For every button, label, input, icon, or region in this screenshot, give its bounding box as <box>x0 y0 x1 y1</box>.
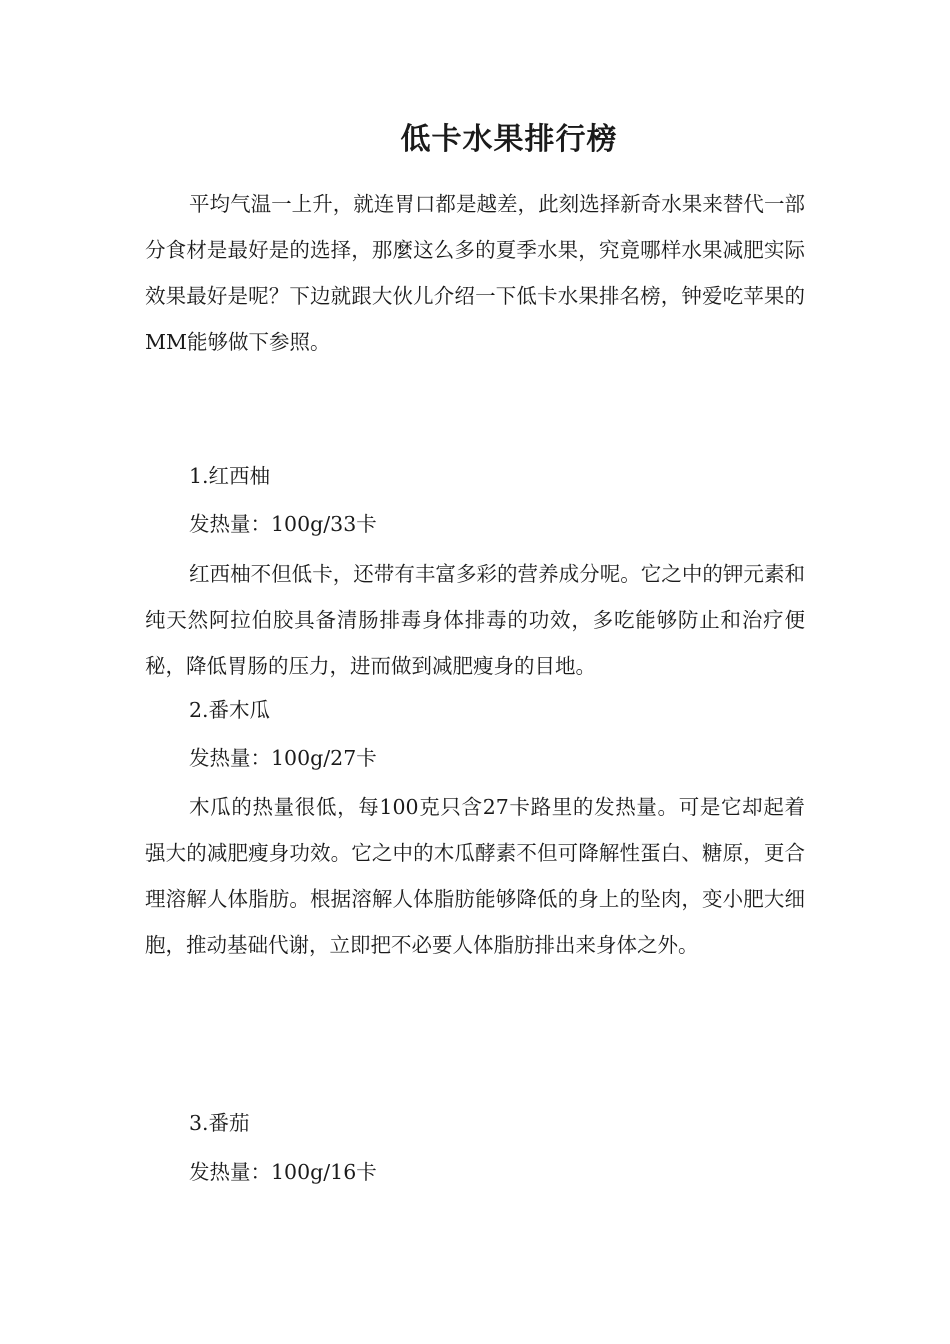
item-3-calories: 发热量：100g/16卡 <box>189 1160 377 1184</box>
item-1-description: 红西柚不但低卡，还带有丰富多彩的营养成分呢。它之中的钾元素和纯天然阿拉伯胶具备清肠排毒身体排毒的功效，多吃能够防止和治疗便秘，降低胃肠的压力，进而做到减肥瘦身的目地。 <box>145 562 805 678</box>
item-2-calories: 发热量：100g/27卡 <box>189 746 377 770</box>
item-1-calories: 发热量：100g/33卡 <box>189 512 377 536</box>
item-2-description: 木瓜的热量很低，每100克只含27卡路里的发热量。可是它却起着强大的减肥瘦身功效。它之中的木瓜酵素不但可降解性蛋白、糖原，更合理溶解人体脂肪。根据溶解人体脂肪能够降低的身上的坠肉，变小肥大细胞，推动基础代谢，立即把不必要人体脂肪排出来身体之外。 <box>145 795 805 957</box>
intro-paragraph: 平均气温一上升，就连胃口都是越差，此刻选择新奇水果来替代一部分食材是最好是的选择，那麼这么多的夏季水果，究竟哪样水果减肥实际效果最好是呢？下边就跟大伙儿介绍一下低卡水果排名榜，钟爱吃苹果的MM能够做下参照。 <box>145 192 805 354</box>
item-2-name: 2.番木瓜 <box>189 698 271 722</box>
item-1-name: 1.红西柚 <box>189 464 271 488</box>
document-title: 低卡水果排行榜 <box>400 122 618 157</box>
item-3-name: 3.番茄 <box>189 1111 250 1135</box>
